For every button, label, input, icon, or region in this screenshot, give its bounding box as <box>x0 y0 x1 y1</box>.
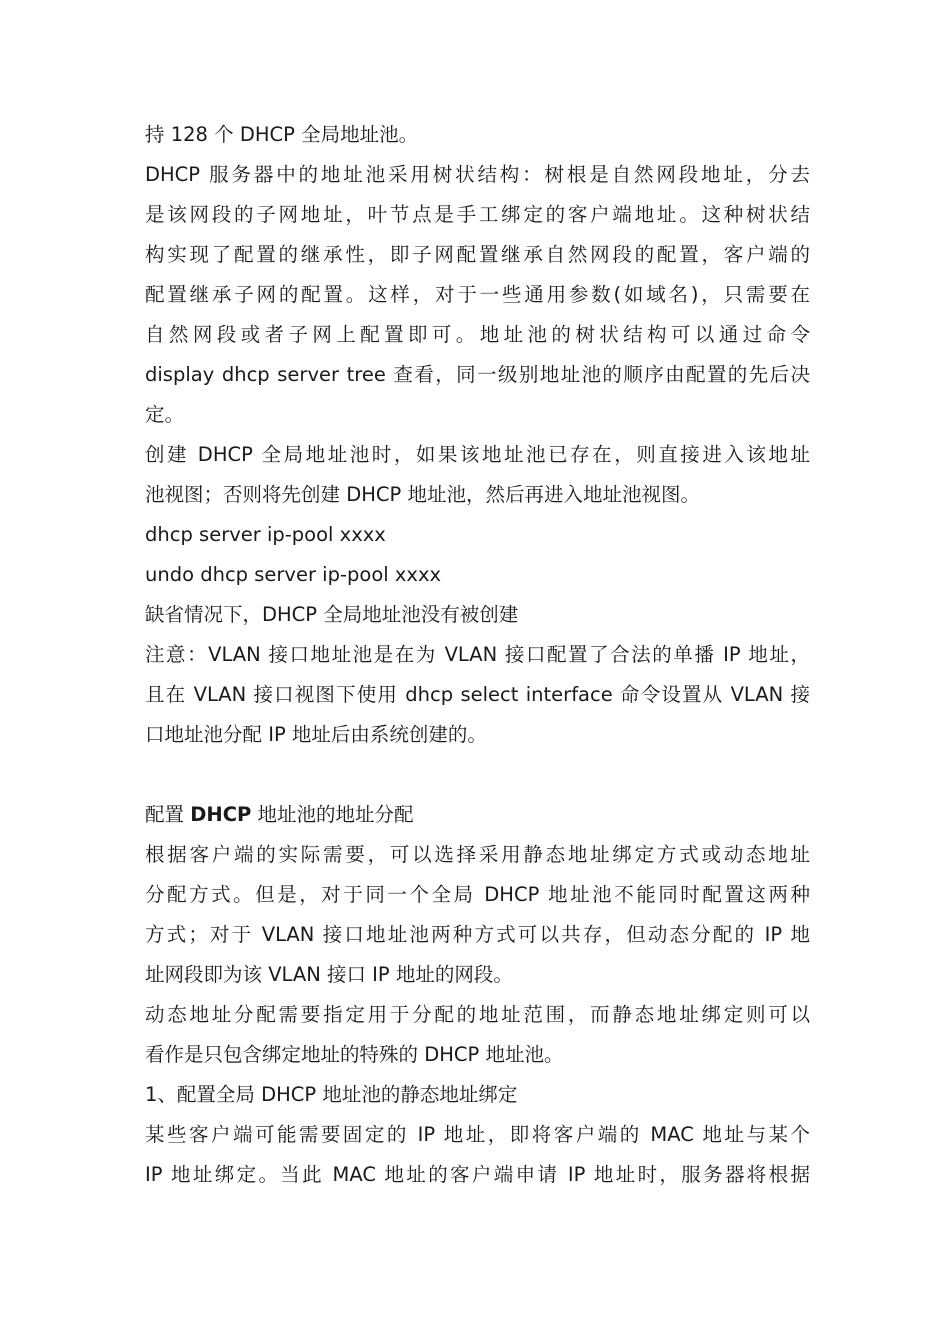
text-line: 池视图；否则将先创建 DHCP 地址池，然后再进入地址池视图。 <box>145 483 700 506</box>
note-line: 且在 VLAN 接口视图下使用 dhcp select interface 命令设置从 VLAN 接 <box>145 683 810 706</box>
text-line: 看作是只包含绑定地址的特殊的 DHCP 地址池。 <box>145 1043 564 1066</box>
note-line: 注意：VLAN 接口地址池是在为 VLAN 接口配置了合法的单播 IP 地址， <box>145 643 810 666</box>
text-line: 持 128 个 DHCP 全局地址池。 <box>145 123 419 146</box>
text-line: 缺省情况下，DHCP 全局地址池没有被创建 <box>145 603 519 626</box>
section-heading <box>145 795 810 835</box>
text-line: 动态地址分配需要指定用于分配的地址范围，而静态地址绑定则可以 <box>145 1003 810 1026</box>
subsection-heading: 1、配置全局 DHCP 地址池的静态地址绑定 <box>145 1083 518 1106</box>
text-line: 定。 <box>145 403 185 426</box>
text-line: 配置继承子网的配置。这样，对于一些通用参数(如域名)，只需要在 <box>145 283 810 306</box>
command-line: dhcp server ip-pool xxxx <box>145 523 386 546</box>
text-line: 分配方式。但是，对于同一个全局 DHCP 地址池不能同时配置这两种 <box>145 883 810 906</box>
note-line: 口地址池分配 IP 地址后由系统创建的。 <box>145 723 487 746</box>
section-heading-prefix: 配置 <box>145 803 191 826</box>
text-line: 方式；对于 VLAN 接口地址池两种方式可以共存，但动态分配的 IP 地 <box>145 923 810 946</box>
text-line: 某些客户端可能需要固定的 IP 地址，即将客户端的 MAC 地址与某个 <box>145 1123 810 1146</box>
section-heading-suffix: 地址池的地址分配 <box>251 803 414 826</box>
text-line: DHCP 服务器中的地址池采用树状结构：树根是自然网段地址，分去 <box>145 163 810 186</box>
text-line: 根据客户端的实际需要，可以选择采用静态地址绑定方式或动态地址 <box>145 843 810 866</box>
section-heading-bold: DHCP <box>190 803 252 826</box>
text-line: 址网段即为该 VLAN 接口 IP 地址的网段。 <box>145 963 513 986</box>
text-line: 是该网段的子网地址，叶节点是手工绑定的客户端地址。这种树状结 <box>145 203 810 226</box>
text-line: 创建 DHCP 全局地址池时，如果该地址池已存在，则直接进入该地址 <box>145 443 810 466</box>
command-line: undo dhcp server ip-pool xxxx <box>145 563 442 586</box>
text-line: 构实现了配置的继承性，即子网配置继承自然网段的配置，客户端的 <box>145 243 810 266</box>
document-page <box>145 115 810 1195</box>
blank-line <box>145 755 810 795</box>
text-line: IP 地址绑定。当此 MAC 地址的客户端申请 IP 地址时，服务器将根据 <box>145 1163 810 1186</box>
text-line: display dhcp server tree 查看，同一级别地址池的顺序由配置的先后决 <box>145 363 810 386</box>
text-line: 自然网段或者子网上配置即可。地址池的树状结构可以通过命令 <box>145 323 810 346</box>
